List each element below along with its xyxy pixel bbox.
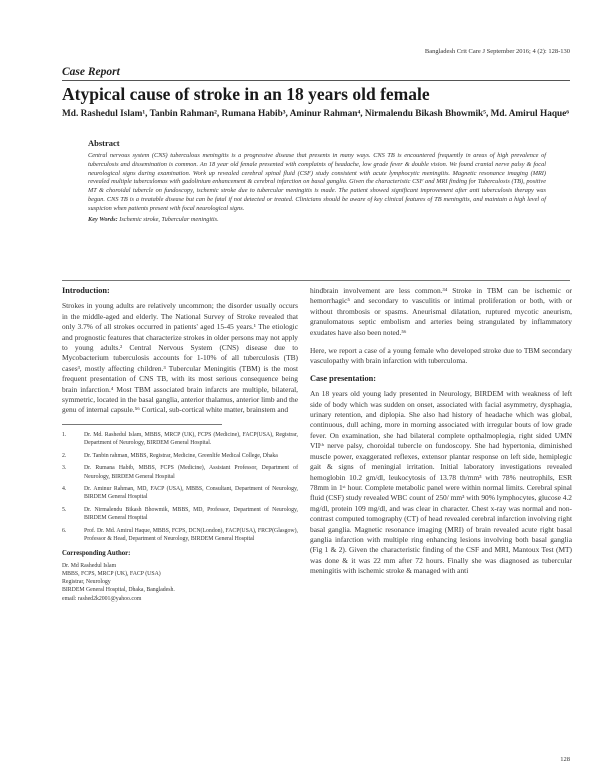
abstract-heading: Abstract [88,138,120,148]
affiliation-item [62,431,298,448]
corresponding-author-position: Registrar, Neurology [62,579,111,586]
affiliation-item [62,506,298,523]
author-affiliations [62,431,298,543]
case-presentation-paragraph: An 18 years old young lady presented in Neurology, BIRDEM with weakness of left side of body which was sudden on onset, associated with facial asymmetry, dysphagia, urinary retention, and diplopia. She also had history of headache which was global, continuous, dull aching, more in morning associated with irregular bouts of low grade fever. On examination, she had bilateral complete opthalmoplegia, right sided UMN VIIᵗʰ nerve palsy, choroidal tubercle on fundoscopy. She had hypertonia, diminished muscle power, exaggerated reflexes, extensor plantar response on left side, hemiplegic gait & signs of meningial irritation. Initial laboratory investigations revealed hemoglobin 10.2 gm/dl, leukocytosis of 13.78 th/mm³ with 78% neutrophils, ESR 78mm in 1ˢᵗ hour. Complete metabolic panel were within normal limits. Cerebral spinal fluid (CSF) study revealed WBC count of 250/ mm³ with 90% lymphocytes, glucose 4.2 mg/dl, protein 109 mg/dl, and was clear in character. Chest x-ray was normal and non-contrast computed tomography (CT) of head revealed cerebral infarction involving right basal ganglia. Magnetic resonance imaging (MRI) of brain revealed acute right basal ganglia infarction with multiple ring enhancing lesions involving both basal ganglia (Fig 1 & 2). Given the characteristic finding of the CSF and MRI, Mantoux Test (MT) was done & it was 22 mm after 72 hours. Finally she was diagnosed as tubercular meningitis with ischemic stroke & managed with anti [310,389,572,576]
corresponding-author-heading: Corresponding Author: [62,550,131,558]
affiliation-number: 3. [62,465,67,472]
affiliation-text: Dr. Aminur Rahman, MD, FACP (USA), MBBS, Consultant, Department of Neurology, BIRDEM General Hospital [84,485,298,501]
affiliation-text: Prof. Dr. Md. Amirul Haque, MBBS, FCPS, DCN(London), FACP(USA), FRCP(Glasgow), Professor & Head, Department of Neurology, BIRDEM General Hospital [84,527,298,542]
header-divider [62,80,570,81]
keywords-text: Ischemic stroke, Tubercular meningitis. [117,216,219,224]
corresponding-author-name: Dr. Md Rashedul Islam [62,562,117,569]
introduction-continued-paragraph: hindbrain involvement are less common.³⁴ Stroke in TBM can be ischemic or hemorrhagic⁵ and secondary to vasculitis or intimal proliferation or both, with or without thrombosis or spasms. Aneurismal dilatation, ruptured mycotic aneurism, granulomatous septic embolism and arteries being strangulated by inflammatory exudates have also been noted.⁵⁶ [310,286,572,337]
affiliation-item [62,485,298,502]
paragraph-gap [310,338,572,346]
footnote-divider [62,424,222,425]
keywords-label: Key Words: [88,216,118,224]
affiliation-text: Dr. Nirmalendu Bikash Bhowmik, MBBS, MD, Professor, Department of Neurology, BIRDEM General Hospital [84,506,298,522]
affiliation-item [62,527,298,544]
article-title: Atypical cause of stroke in an 18 years old female [62,84,430,104]
affiliation-number: 1. [62,431,67,438]
abstract-section [88,138,546,223]
affiliation-number: 6. [62,527,67,534]
introduction-heading: Introduction: [62,286,110,295]
case-intro-paragraph: Here, we report a case of a young female who developed stroke due to TBM secondary vasculopathy with brain infarction with tuberculoma. [310,346,572,366]
case-presentation-heading: Case presentation: [310,373,376,383]
affiliation-text: Dr. Rumana Habib, MBBS, FCPS (Medicine), Assistant Professor, Department of Neurology, BIRDEM General Hospital [84,465,298,480]
author-list: Md. Rashedul Islam¹, Tanbin Rahman², Rumana Habib³, Aminur Rahman⁴, Nirmalendu Bikash Bhowmik⁵, Md. Amirul Haque⁶ [62,109,570,119]
right-column [310,286,572,577]
affiliation-text: Dr. Md. Rashedul Islam, MBBS, MRCP (UK), FCPS (Medicine), FACP(USA), Registrar, Department of Neurology, BIRDEM General Hospital. [84,431,298,447]
keywords [88,216,546,223]
affiliation-number: 5. [62,506,67,513]
page-number: 128 [560,756,570,763]
affiliation-item [62,464,298,481]
introduction-paragraph: Strokes in young adults are relatively uncommon; the disorder usually occurs in the middle-aged and elderly. The National Survey of Stroke revealed that only 3.7% of all strokes occurred in patients' aged 15-45 years.¹ The etiologic and prognostic features that characterize strokes in older persons may not apply to young adults.² Central Nervous System (CNS) disease due to Mycobacterium tuberculosis accounts for 1-10% of all tuberculosis (TB) cases³, mostly affecting children.³ Tubercular Meningitis (TBM) is the most frequent presentation of CNS TB, with its most serious consequence being brain infarction.⁴ Most TBM associated brain infarcts are multiple, bilateral, symmetric, located in the basal ganglia, anterior thalamus, anterior limb and the genu of internal capsule.⁵⁶ Cortical, sub-cortical white matter, brainstem and [62,301,299,415]
affiliation-number: 2. [62,452,67,459]
section-label: Case Report [62,66,120,78]
corresponding-author-email: email: rashed2k2001@yahoo.com [62,595,142,602]
affiliation-text: Dr. Tanbin rahman, MBBS, Registrar, Medicine, Greenlife Medical College, Dhaka [84,452,278,459]
abstract-text: Central nervous system (CNS) tuberculous meningitis is a progressive disease that presents in many ways. CNS TB is encountered frequently in areas of high prevalence of tuberculosis and dissemination is common. An 18 year old female presented with complaints of headache, low grade fever & double vision. We found cranial nerve palsy & focal neurological signs during examination. Work up revealed cerebral spinal fluid (CSF) study consistent with acute lymphocytic meningitis. Magnetic resonance imaging (MRI) revealed multiple tuberculomas with gadolinium enhancement & cerebral infarction on basal ganglia. Given the characteristic CSF and MRI finding for Tuberculosis (TB), positive MT & choroidal tubercle on fundoscopy, ischemic stroke due to tubercular meningitis is made. The patient showed significant improvement after anti tuberculosis therapy was begun. CNS TB is a treatable disease but can be fatal if not detected or treated. Clinicians should be aware of key clinical features of TB meningitis, and maintain a high level of suspicion when patients present with focal neurological signs. [88,152,546,212]
affiliation-number: 4. [62,485,67,492]
journal-reference: Bangladesh Crit Care J September 2016; 4 (2): 128-130 [424,48,570,55]
left-column [62,286,298,603]
corresponding-author-degrees: MBBS, FCPS, MRCP (UK), FACP (USA) [62,570,161,577]
abstract-divider [62,280,570,281]
affiliation-item [62,452,298,460]
corresponding-author-institution: BIRDEM General Hospital, Dhaka, Bangladesh. [62,587,175,594]
